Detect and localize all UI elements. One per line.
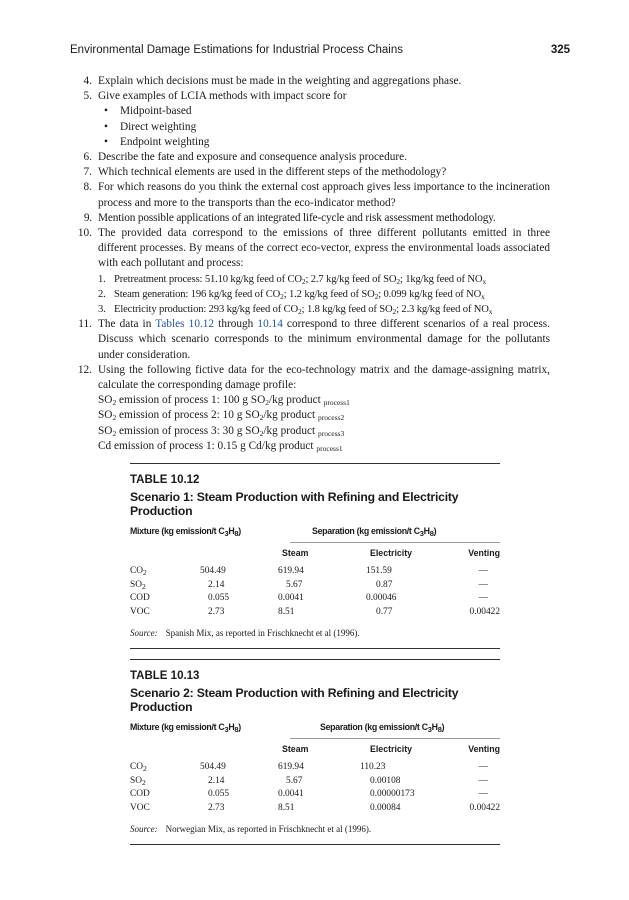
table-group-header bbox=[130, 722, 500, 738]
separation-header: Separation (kg emission/t $C_3H_8$) bbox=[320, 722, 445, 734]
process-item: 1. Pretreatment process: 51.10 kg/kg feed of $CO_2$; 2.7 kg/kg feed of $SO_2$; 1kg/kg feed of $NO_x$ bbox=[98, 273, 487, 286]
table-bottom-rule bbox=[130, 648, 500, 649]
steam-header: Steam bbox=[282, 744, 309, 754]
question-11: 11. The data in Tables 10.12 through 10.14 correspond to three different scenarios of a real process. Discuss which scenario corresponds to the minimum environmental damage for the pollutants under consideration. bbox=[78, 318, 550, 361]
table-row: $CO_2$ 504.49 619.94 151.59 — bbox=[130, 566, 488, 577]
question-6: 6. Describe the fate and exposure and consequence analysis procedure. bbox=[83, 151, 407, 164]
emission-spec: Cd emission of process 1: 0.15 g Cd/kg product $_{process1}$ bbox=[98, 439, 343, 453]
question-12: 12. Using the following fictive data for the eco-technology matrix and the damage-assigning matrix, calculate the corresponding damage profile: $SO_2$ emission of process 1: 100 g $SO_2/kg$ product $_{process1}$ $SO_2$ emission of process 2: 10 g $SO_2/kg$ product $_{process2}$ $SO_2$ emission of process 3: 30 g $SO_2/kg$ product $_{process3}$ Cd emission of process 1: 0.15 g Cd/kg product $_{process1}$ bbox=[77, 363, 550, 453]
table-title: Scenario 2: Steam Production with Refining and Electricity Production bbox=[130, 686, 459, 714]
emission-spec: $SO_2$ emission of process 1: 100 g $SO_2/kg$ product $_{process1}$ bbox=[98, 394, 350, 408]
running-title: Environmental Damage Estimations for Industrial Process Chains bbox=[70, 44, 404, 56]
table-row: VOC 2.73 8.51 0.77 0.00422 bbox=[130, 606, 500, 617]
process-item: 3. Electricity production: 293 kg/kg feed of $CO_2$; 1.8 kg/kg feed of $SO_2$; 2.3 kg/kg feed of $NO_x$ bbox=[98, 304, 493, 317]
table-link-10-12[interactable]: Tables 10.12 bbox=[155, 318, 215, 331]
table-row: COD 0.055 0.0041 0.00000173 — bbox=[130, 789, 488, 799]
table-bottom-rule bbox=[130, 844, 500, 845]
question-7: 7. Which technical elements are used in the different steps of the methodology? bbox=[83, 166, 447, 179]
page-number: 325 bbox=[550, 44, 570, 56]
table-row: $SO_2$ 2.14 5.67 0.87 — bbox=[130, 579, 488, 591]
emission-spec: $SO_2$ emission of process 3: 30 g $SO_2/kg$ product $_{process3}$ bbox=[98, 424, 345, 438]
question-4: 4. Explain which decisions must be made in the weighting and aggregations phase. bbox=[83, 75, 462, 87]
table-10-13 bbox=[130, 659, 500, 845]
table-row: VOC 2.73 8.51 0.00084 0.00422 bbox=[130, 802, 500, 813]
table-group-header bbox=[130, 526, 500, 542]
electricity-header: Electricity bbox=[370, 744, 413, 754]
table-top-rule bbox=[130, 659, 500, 660]
question-8: 8. For which reasons do you think the external cost approach gives less importance to the incineration process and more to the transports than the eco-indicator method? bbox=[83, 181, 550, 209]
table-link-10-14[interactable]: 10.14 bbox=[257, 318, 283, 331]
table-label: TABLE 10.12 bbox=[130, 474, 200, 486]
mixture-header: Mixture (kg emission/t $C_3H_8$) bbox=[130, 722, 241, 734]
bullet-item: • Endpoint weighting bbox=[104, 135, 210, 148]
table-row: COD 0.055 0.0041 0.00046 — bbox=[130, 593, 488, 603]
process-item: 2. Steam generation: 196 kg/kg feed of $CO_2$; 1.2 kg/kg feed of $SO_2$; 0.099 kg/kg feed of $NO_x$ bbox=[98, 288, 485, 301]
table-row: $SO_2$ 2.14 5.67 0.00108 — bbox=[130, 775, 488, 787]
table-title: Scenario 1: Steam Production with Refining and Electricity Production bbox=[130, 490, 459, 518]
bullet-item: • Direct weighting bbox=[104, 120, 197, 133]
mixture-header: Mixture (kg emission/t $C_3H_8$) bbox=[130, 526, 241, 538]
question-10: 10. The provided data correspond to the emissions of three different pollutants emitted in three different processes. By means of the correct eco-vector, express the environmental loads associated with each pollutant and process: 1. Pretreatment process: 51.10 kg/kg feed of $CO_2$; 2.7 kg/kg feed of $SO_2$; 1kg/kg feed of $NO_x$ 2. Steam generation: 196 kg/kg feed of $CO_2$; 1.2 kg/kg feed of $SO_2$; 0.099 kg/kg feed of $NO_x$ 3. Electricity production: 293 kg/kg feed of $CO_2$; 1.8 kg/kg feed of $SO_2$; 2.3 kg/kg feed of $NO_x$ bbox=[77, 227, 550, 317]
table-sub-header bbox=[130, 744, 500, 758]
table-row: $CO_2$ 504.49 619.94 110.23 — bbox=[130, 762, 488, 773]
emission-spec: $SO_2$ emission of process 2: 10 g $SO_2/kg$ product $_{process2}$ bbox=[98, 409, 345, 423]
table-label: TABLE 10.13 bbox=[130, 670, 200, 682]
exercise-list bbox=[70, 74, 550, 454]
electricity-header: Electricity bbox=[370, 548, 413, 558]
question-9: 9. Mention possible applications of an integrated life-cycle and risk assessment methodology. bbox=[83, 211, 496, 224]
bullet-item: • Midpoint-based bbox=[104, 105, 192, 118]
table-sub-header bbox=[130, 548, 500, 562]
separation-header: Separation (kg emission/t $C_3H_8$) bbox=[312, 526, 437, 538]
steam-header: Steam bbox=[282, 548, 309, 558]
venting-header: Venting bbox=[468, 548, 500, 558]
question-5: 5. Give examples of LCIA methods with impact score for • Midpoint-based • Direct weighting • Endpoint weighting bbox=[70, 89, 550, 150]
running-header bbox=[70, 44, 570, 56]
table-source: Source: Norwegian Mix, as reported in Frischknecht et al (1996). bbox=[130, 824, 372, 834]
table-top-rule bbox=[130, 463, 500, 464]
table-source: Source: Spanish Mix, as reported in Frischknecht et al (1996). bbox=[130, 628, 360, 638]
table-10-12 bbox=[130, 463, 500, 649]
venting-header: Venting bbox=[468, 744, 500, 754]
